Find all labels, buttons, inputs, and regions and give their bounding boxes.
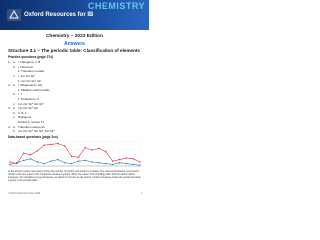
answer-row [8,129,108,134]
answer-text: 2, 8, 1 [18,110,27,115]
data-based-heading: Data-based questions (page 2xx) [8,135,58,139]
footer-copyright: © Oxford University Press 2023 [8,193,41,195]
series-line-2 [10,159,140,165]
answer-text: Transition elements [18,124,45,129]
data-point [71,156,72,157]
data-point [105,163,106,164]
answer-number: 4. [8,124,11,129]
data-point [16,162,17,163]
data-point [50,161,51,162]
answer-text: 1s² 2s² 2p⁶ 3s² 3p⁴ [18,101,44,106]
answer-text: 1s² 2s² 2p⁶ 3s² 3p⁶ 4s² 3d⁸ [18,129,55,134]
answer-letter: a. [13,83,16,88]
data-point [44,163,45,164]
data-point [23,160,24,161]
data-point [112,164,113,165]
answer-letter: b. [13,129,16,134]
page-number: 1 [140,193,142,195]
data-point [23,153,24,154]
answer-text: i. 7 [18,92,23,97]
answer-text: ii. 1s² 2s² 2p⁶ 3s¹ [18,78,42,83]
data-point [30,158,31,159]
data-point [91,149,92,150]
answer-text: i. 1s² 2s² 2p⁶ [18,74,36,79]
answer-letter: a. [13,60,16,65]
data-point [132,158,133,159]
data-point [57,159,58,160]
data-point [44,145,45,146]
answer-number: 1. [8,60,11,65]
data-point [9,164,10,165]
answer-letter: b. [13,110,16,115]
answer-text: 1s² 2s² 2p⁶ 3s² [18,106,39,111]
answer-number: 2. [8,83,11,88]
answer-text: i. Magnesium, Mg [18,83,43,88]
answer-letter: c. [13,115,16,120]
answer-text: ii. Potassium, K [18,97,40,102]
answer-text: ii. Transition metals [18,69,45,74]
data-point [50,144,51,145]
data-point [37,150,38,151]
answer-letter: b. [13,92,16,97]
data-point [57,143,58,144]
data-point [119,162,120,163]
data-point [91,161,92,162]
subject-wordmark: CHEMISTRY [87,1,145,11]
data-point [30,154,31,155]
data-point [85,147,86,148]
data-point [126,163,127,164]
data-point [9,161,10,162]
series-line-1 [10,144,140,164]
answer-text: Period 3, Group 17 [18,120,45,125]
answer-text: Halogens [18,115,32,120]
answer-text: i. Halogens; ii. B [18,60,41,65]
data-point [105,151,106,152]
answer-letter: c. [13,101,16,106]
edition-title: Chemistry – 2023 Edition [45,34,104,39]
data-point [139,161,140,162]
data-point [64,145,65,146]
answer-letter: a. [13,124,16,129]
data-point [98,162,99,163]
banner-title: Oxford Resources for IB [24,12,94,18]
answer-letter: b. [13,64,16,69]
data-point [64,162,65,163]
data-point [78,161,79,162]
line-chart [8,140,142,168]
practice-heading: Practice questions (page 274) [8,55,53,59]
data-point [139,165,140,166]
oxford-logo-icon [7,9,21,21]
data-point [78,157,79,158]
data-point [98,148,99,149]
data-point [126,157,127,158]
data-point [71,163,72,164]
answer-text: ii. Alkaline earth metals [18,87,50,92]
data-point [37,161,38,162]
structure-title: Structure 3.1 – The periodic table: Classification of elements [8,48,140,53]
answer-text: i. Neutrons [18,64,33,69]
data-point [112,161,113,162]
header-banner [0,0,149,30]
answer-list [8,60,108,134]
explanation-paragraph: At the atomic number and mass number the number of protons and neutrons increase. The observed behaviour and trend is similar to the one noted in the comparison between groups. When the value of the shielding effect and the atomic radius increases, the ionization energy decreases, as shown by the line as the atomic number increases across the period and down a group in the periodic table. [8,170,141,182]
section-heading: Answers [64,41,85,47]
data-point [132,164,133,165]
answer-letter: c. [13,74,16,79]
answer-letter: a. [13,106,16,111]
data-point [119,159,120,160]
data-point [85,160,86,161]
answer-number: 3. [8,106,11,111]
